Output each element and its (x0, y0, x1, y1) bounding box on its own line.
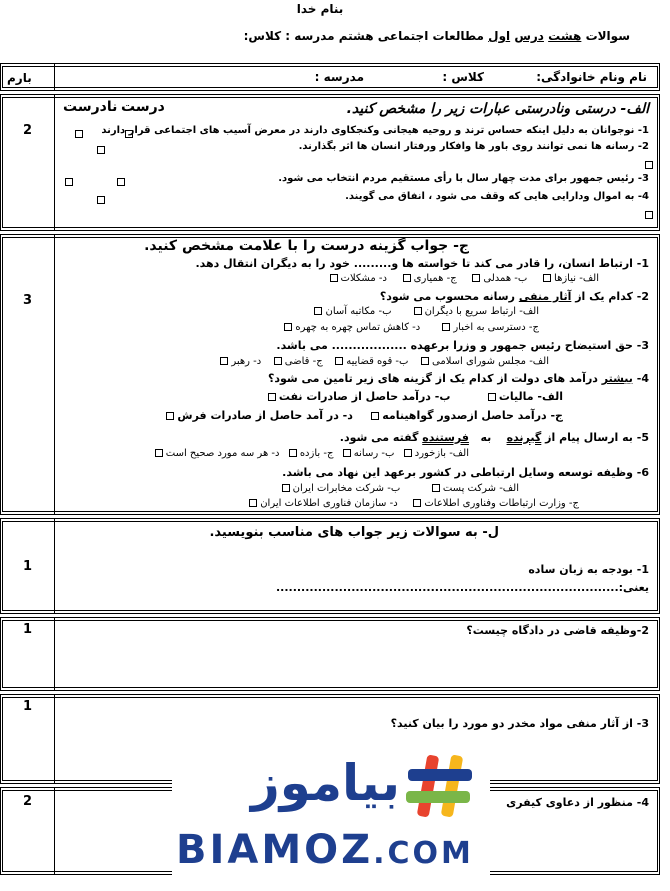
mc-q4-options-row2 (163, 409, 563, 422)
mc-q2-opt-d: د- کاهش تماس چهره به چهره (295, 322, 421, 333)
mc-q5-options (152, 448, 469, 459)
section-l-score: 1 (22, 559, 33, 574)
logo-latin-word: BIAMOZ (176, 827, 374, 873)
mc-q6-opt-b: ب- شرکت مخابرات ایران (292, 483, 401, 494)
mc-q5-opt-c: ج- بازده (299, 448, 334, 459)
question-3-text: 3- از آثار منفی مواد مخدر دو مورد را بیان کنید؟ (390, 717, 649, 730)
logo-latin-text (176, 827, 474, 873)
mc-q2-opt-b: ب- مکاتبه آسان (325, 306, 392, 317)
mc-q5-opt-b-checkbox[interactable] (343, 449, 351, 457)
question-2-score: 1 (22, 622, 33, 637)
mc-q1-opt-a-checkbox[interactable] (543, 274, 551, 282)
mc-q1-opt-c-checkbox[interactable] (403, 274, 411, 282)
sa-question-1: 1- بودجه به زبان ساده (528, 563, 649, 576)
mc-question-5 (340, 431, 649, 444)
class-label: کلاس : (442, 70, 484, 84)
tf-q2-true-checkbox[interactable] (97, 146, 105, 154)
title-dars: درس (514, 29, 544, 43)
question-2-text: 2-وظیفه قاضی در دادگاه چیست؟ (466, 624, 649, 637)
mc-q4-opt-d-checkbox[interactable] (166, 412, 174, 420)
mc-q6-options-row1 (279, 483, 519, 494)
mc-q2-text-c: رسانه محسوب می شود؟ (379, 290, 515, 303)
mc-q6-opt-a-checkbox[interactable] (432, 484, 440, 492)
mc-question-6: 6- وظیفه توسعه وسایل ارتباطی در کشور برعهد این نهاد می باشد. (282, 466, 649, 479)
section-a-title: الف- درستی ونادرستی عبارات زیر را مشخص کنید. (346, 101, 649, 117)
student-name-label: نام ونام خانوادگی: (536, 70, 647, 84)
mc-question-2 (380, 290, 649, 303)
mc-q5-opt-a: الف- بازخورد (414, 448, 469, 459)
mc-q5-opt-c-checkbox[interactable] (289, 449, 297, 457)
mc-q2-opt-a: الف- ارتباط سریع با دیگران (424, 306, 539, 317)
mc-q2-text-b: آثار منفی (518, 290, 572, 303)
mc-q4-text-b: بیشتر (601, 372, 633, 385)
mc-q3-opt-d: د- رهبر (231, 356, 262, 367)
mc-q4-opt-a: الف- مالیات (498, 390, 563, 403)
tf-q1-false-checkbox[interactable] (75, 130, 83, 138)
mc-q4-opt-c: ج- درآمد حاصل ازصدور گواهینامه (382, 409, 563, 422)
question-4-text: 4- منظور از دعاوی کیفری (506, 796, 649, 809)
section-true-false (0, 94, 660, 231)
mc-q1-opt-a: الف- نیازها (554, 273, 599, 284)
section-j-score: 3 (22, 293, 33, 308)
mc-q6-options-row2 (246, 498, 579, 509)
title-prefix: سوالات (585, 29, 630, 43)
mc-q1-opt-d: د- مشکلات (340, 273, 387, 284)
tf-q4-true-checkbox[interactable] (97, 196, 105, 204)
mc-q3-opt-c: ج- قاضی (284, 356, 323, 367)
mc-question-3: 3- حق استیضاح رئیس جمهور و وزرا برعهده .................. می باشد. (276, 339, 649, 352)
mc-q6-opt-d: د- سازمان فناوری اطلاعات ایران (260, 498, 398, 509)
mc-q4-text-a: 4- (636, 372, 649, 385)
mc-q1-opt-b: ب- همدلی (483, 273, 528, 284)
school-label: مدرسه : (314, 70, 364, 84)
question-4-score: 2 (22, 794, 33, 809)
mc-question-4 (268, 372, 649, 385)
tf-q3-true-checkbox[interactable] (117, 178, 125, 186)
mc-q4-opt-d: د- در آمد حاصل از صادرات فرش (177, 409, 353, 422)
mc-q3-opt-b-checkbox[interactable] (335, 357, 343, 365)
mc-q6-opt-c-checkbox[interactable] (413, 499, 421, 507)
mc-q2-opt-c: ج- دسترسی به اخبار (453, 322, 539, 333)
mc-q5-opt-d-checkbox[interactable] (155, 449, 163, 457)
mc-q4-opt-c-checkbox[interactable] (371, 412, 379, 420)
section-l-title: ل- به سوالات زیر جواب های مناسب بنویسید. (209, 525, 499, 540)
mc-q6-opt-c: ج- وزارت ارتباطات وفناوری اطلاعات (424, 498, 579, 509)
biamoz-logo (172, 743, 490, 891)
tf-question-3: 3- رئیس جمهور برای مدت چهار سال با رأی مستقیم مردم انتخاب می شود. (278, 173, 649, 184)
tf-question-1: 1- نوجوانان به دلیل اینکه حساس ترند و روحیه هیجانی وکنجکاوی دارند در معرض آسیب های اجتماعی قرار دارند (101, 125, 649, 136)
mc-q3-opt-a: الف- مجلس شورای اسلامی (432, 356, 549, 367)
mc-q4-opt-b-checkbox[interactable] (268, 393, 276, 401)
mc-q2-text-a: 2- کدام یک از (575, 290, 649, 303)
hashtag-icon (404, 753, 476, 819)
mc-q6-opt-d-checkbox[interactable] (249, 499, 257, 507)
mc-q3-options (217, 356, 549, 367)
question-2-box (0, 617, 660, 691)
tf-q2-false-checkbox[interactable] (645, 161, 653, 169)
question-3-score: 1 (22, 699, 33, 714)
tf-question-4: 4- به اموال ودارایی هایی که وقف می شود ، انفاق می گویند. (345, 191, 649, 202)
title-rest: مطالعات اجتماعی هشتم مدرسه : کلاس: (243, 29, 484, 43)
true-column-label: درست (121, 99, 165, 115)
section-multiple-choice (0, 234, 660, 515)
mc-q5-text-b: گیرنده (506, 431, 542, 444)
mc-q6-opt-a: الف- شرکت پست (442, 483, 519, 494)
section-j-title: ج- جواب گزینه درست را با علامت مشخص کنید. (144, 238, 469, 254)
mc-q1-opt-d-checkbox[interactable] (330, 274, 338, 282)
mc-q5-opt-d: د- هر سه مورد صحیح است (165, 448, 280, 459)
mc-q5-opt-a-checkbox[interactable] (404, 449, 412, 457)
mc-q3-opt-b: ب- قوه قضاییه (346, 356, 409, 367)
section-short-answer (0, 518, 660, 614)
bismillah: بنام خدا (296, 2, 344, 16)
sa-question-1-answer-line[interactable]: یعنی:.................................................................................. (275, 581, 649, 594)
section-a-score: 2 (22, 123, 33, 138)
tf-q1-true-checkbox[interactable] (125, 130, 133, 138)
logo-persian-text: بیاموز (250, 754, 400, 812)
mc-q4-text-c: درآمد های دولت از کدام یک از گزینه های زیر تامین می شود؟ (267, 372, 598, 385)
mc-q2-opt-d-checkbox[interactable] (284, 323, 292, 331)
mc-q5-text-d: فرستنده (422, 431, 469, 444)
mc-q1-opt-b-checkbox[interactable] (472, 274, 480, 282)
mc-q5-text-a: 5- به ارسال پیام از (545, 431, 649, 444)
mc-q5-text-c: به (480, 431, 492, 444)
mc-q4-opt-a-checkbox[interactable] (488, 393, 496, 401)
mc-question-1: 1- ارتباط انسان، را قادر می کند تا خواسته ها و......... خود را به دیگران انتقال دهد. (195, 257, 649, 270)
mc-q2-options-row2 (281, 322, 539, 333)
mc-q5-text-e: گفته می شود. (339, 431, 419, 444)
mc-q3-opt-d-checkbox[interactable] (220, 357, 228, 365)
mc-q6-opt-b-checkbox[interactable] (282, 484, 290, 492)
mc-q1-options (327, 273, 599, 284)
tf-q3-false-checkbox[interactable] (65, 178, 73, 186)
mc-q3-opt-c-checkbox[interactable] (274, 357, 282, 365)
mc-q4-opt-b: ب- درآمد حاصل از صادرات نفت (278, 390, 451, 403)
logo-latin-suffix: .COM (373, 836, 474, 871)
mc-q2-opt-b-checkbox[interactable] (314, 307, 322, 315)
title-hasht: هشت (548, 29, 582, 43)
score-column-label: بارم (7, 71, 32, 85)
exam-title (244, 29, 630, 43)
student-info-row (0, 63, 660, 91)
tf-question-2: 2- رسانه ها نمی توانند روی باور ها وافکار ورفتار انسان ها اثر بگذارند. (298, 141, 649, 152)
mc-q1-opt-c: ج- همیاری (413, 273, 457, 284)
mc-q4-options-row1 (265, 390, 563, 403)
tf-q4-false-checkbox[interactable] (645, 211, 653, 219)
false-column-label: نادرست (63, 99, 118, 115)
mc-q2-opt-c-checkbox[interactable] (442, 323, 450, 331)
mc-q3-opt-a-checkbox[interactable] (421, 357, 429, 365)
mc-q5-opt-b: ب- رسانه (353, 448, 395, 459)
mc-q2-options-row1 (311, 306, 539, 317)
mc-q2-opt-a-checkbox[interactable] (414, 307, 422, 315)
title-avval: اول (488, 29, 511, 43)
